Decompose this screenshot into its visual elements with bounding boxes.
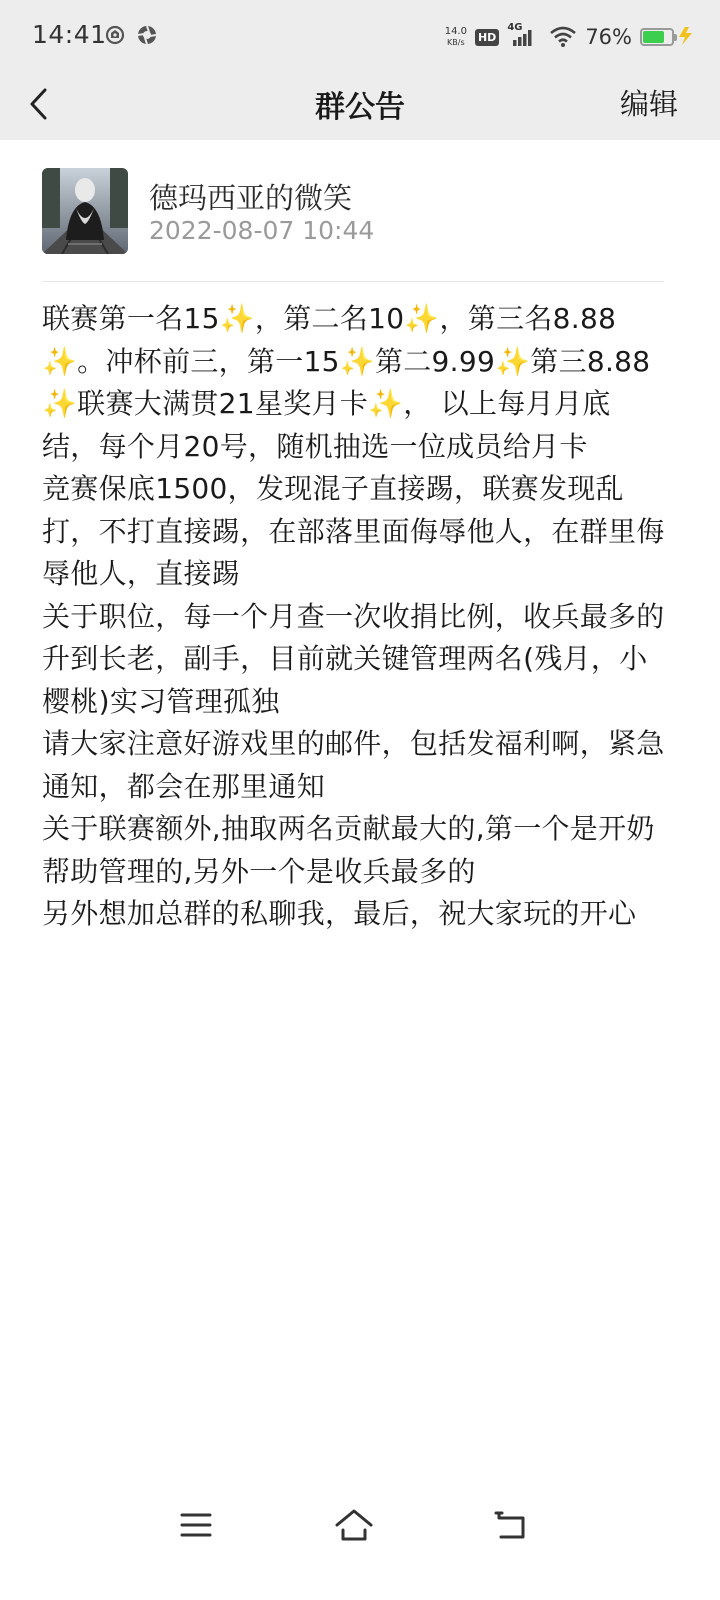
post-timestamp: 2022-08-07 10:44 <box>149 216 375 245</box>
app-notification-icon <box>104 24 126 46</box>
charging-icon <box>676 26 696 46</box>
signal-4g <box>507 22 537 49</box>
divider <box>42 281 664 282</box>
author-name[interactable]: 德玛西亚的微笑 <box>149 181 353 215</box>
avatar-image <box>42 168 128 254</box>
return-button[interactable] <box>480 1500 540 1550</box>
announcement-text: 联赛第一名15✨，第二名10✨，第三名8.88✨。冲杯前三，第一15✨第二9.99✨第三8.88✨联赛大满贯21星奖月卡✨， 以上每月月底结，每个月20号，随机抽选一位成员给月卡 竞赛保底1500，发现混子直接踢，联赛发现乱打，不打直接踢，在部落里面侮辱他人，在群里侮辱他人，直接踢 关于职位，每一个月查一次收捐比例，收兵最多的升到长老，副手，目前就关键管理两名(残月，小樱桃)实习管理孤独 请大家注意好游戏里的邮件，包括发福利啊，紧急通知，都会在那里通知 关于联赛额外,抽取两名贡献最大的,第一个是开奶帮助管理的,另外一个是收兵最多的 另外想加总群的私聊我，最后，祝大家玩的开心 <box>42 302 665 930</box>
net-speed-unit: KB/s <box>447 38 465 47</box>
hd-badge: HD <box>475 29 499 46</box>
status-bar <box>0 0 720 72</box>
status-notification-icons <box>104 24 158 46</box>
avatar[interactable] <box>42 168 128 254</box>
signal-bars-icon <box>507 25 537 49</box>
status-right <box>445 22 674 52</box>
author-info <box>42 168 664 258</box>
battery-fill <box>643 31 664 43</box>
navigation-bar <box>0 1480 720 1600</box>
network-type-label: 4G <box>507 22 523 33</box>
wifi-icon <box>549 26 577 48</box>
menu-button[interactable] <box>166 1500 226 1550</box>
return-icon <box>493 1510 527 1540</box>
page-title: 群公告 <box>315 90 405 125</box>
home-icon <box>334 1508 374 1542</box>
net-speed <box>445 26 467 48</box>
status-time: 14:41 <box>32 20 107 49</box>
battery-icon <box>640 28 674 46</box>
menu-icon <box>180 1512 212 1538</box>
battery-percent: 76% <box>585 25 632 49</box>
net-speed-value: 14.0 <box>444 26 467 37</box>
aperture-icon <box>136 24 158 46</box>
title-bar <box>0 72 720 140</box>
home-button[interactable] <box>324 1500 384 1550</box>
edit-button[interactable]: 编辑 <box>619 87 678 121</box>
